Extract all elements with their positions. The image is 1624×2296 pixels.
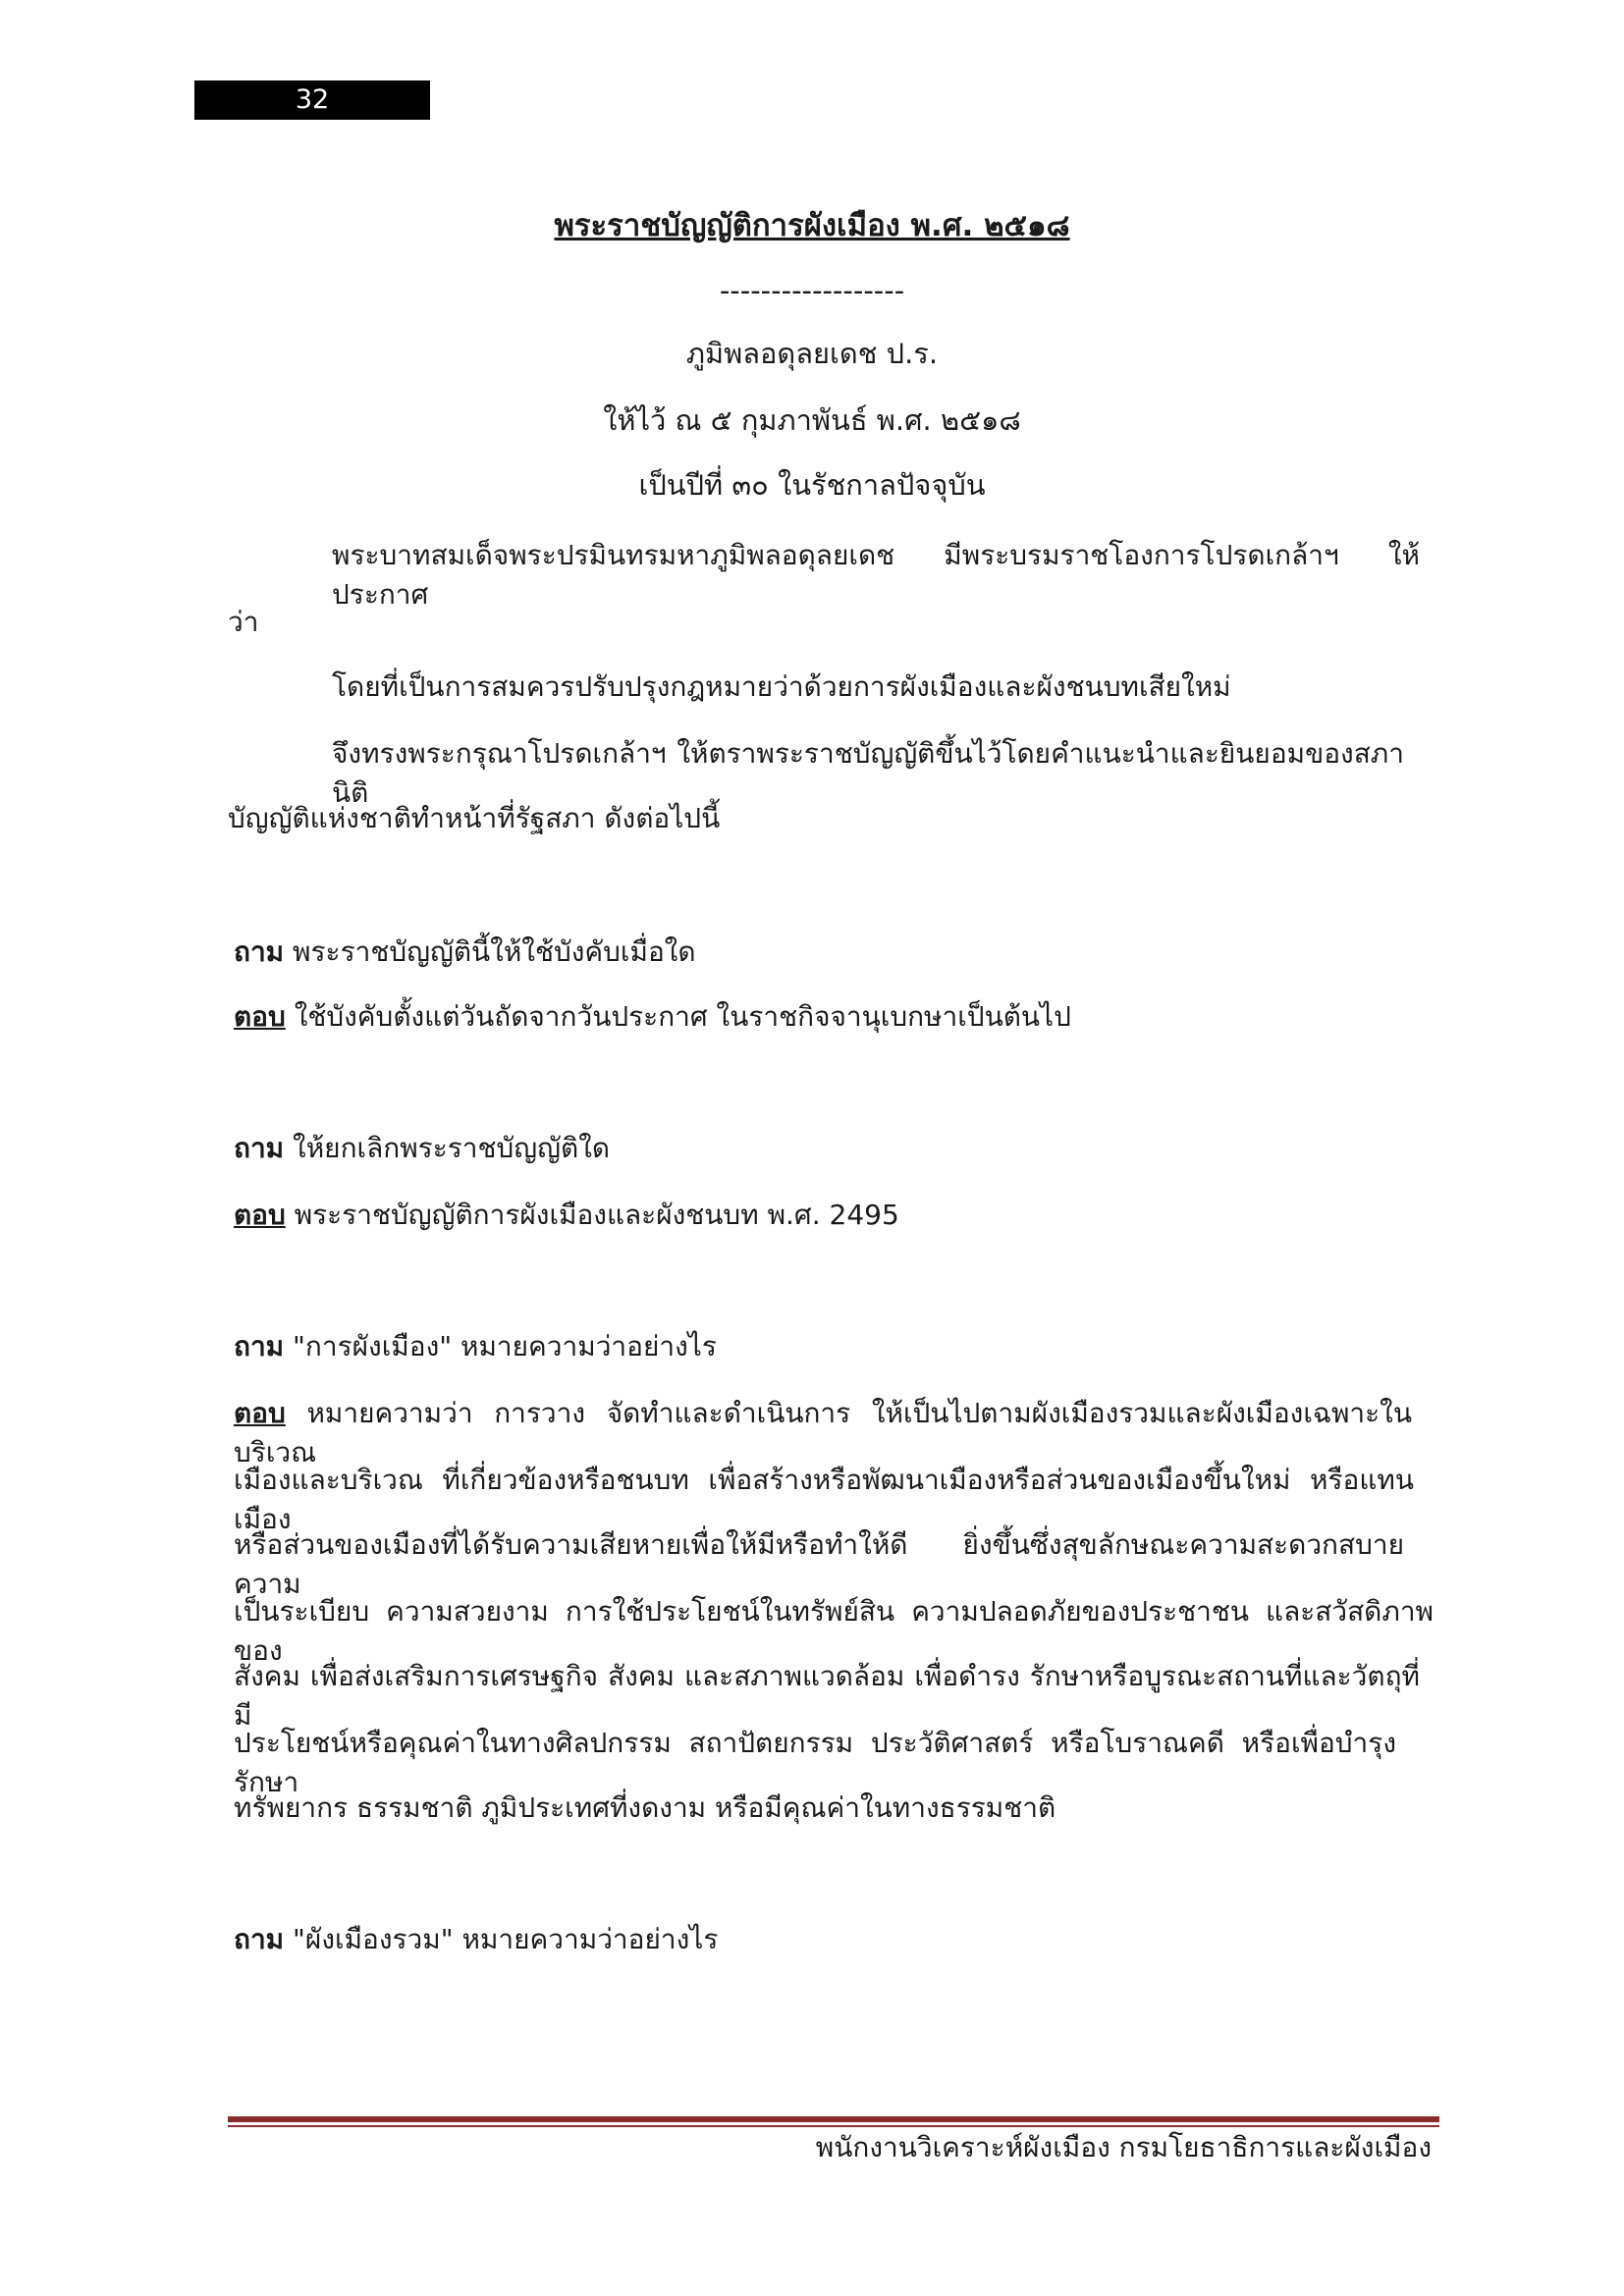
preamble-paragraph: โดยที่เป็นการสมควรปรับปรุงกฎหมายว่าด้วยการผังเมืองและผังชนบทเสียใหม่ <box>332 670 1231 703</box>
answer-text-line: สังคม เพื่อส่งเสริมการเศรษฐกิจ สังคม และสภาพแวดล้อม เพื่อดำรง รักษาหรือบูรณะสถานที่และวัตถุที่มี <box>234 1660 1420 1732</box>
enacting-paragraph-line: บัญญัติแห่งชาติทำหน้าที่รัฐสภา ดังต่อไปนี้ <box>228 802 721 834</box>
answer-text-line: หรือส่วนของเมืองที่ได้รับความเสียหายเพื่อให้มีหรือทำให้ดี ยิ่งขึ้นซึ่งสุขลักษณะความสะดวกสบาย ความ <box>234 1528 1404 1600</box>
answer-text-line: เมืองและบริเวณ ที่เกี่ยวข้องหรือชนบท เพื่อสร้างหรือพัฒนาเมืองหรือส่วนของเมืองขึ้นใหม่ หรือแทนเมือง <box>234 1464 1414 1535</box>
question-label: ถาม <box>234 1923 285 1955</box>
qa-question <box>234 1920 718 1959</box>
question-text: ให้ยกเลิกพระราชบัญญัติใด <box>293 1132 611 1164</box>
answer-text-line: ทรัพยากร ธรรมชาติ ภูมิประเทศที่งดงาม หรือมีคุณค่าในทางธรรมชาติ <box>234 1791 1056 1824</box>
question-text: "ผังเมืองรวม" หมายความว่าอย่างไร <box>293 1923 719 1955</box>
footer-text: พนักงานวิเคราะห์ผังเมือง กรมโยธาธิการและผังเมือง <box>815 2131 1432 2163</box>
answer-text: ใช้บังคับตั้งแต่วันถัดจากวันประกาศ ในราชกิจจานุเบกษาเป็นต้นไป <box>294 1000 1071 1033</box>
footer-rule <box>228 2116 1439 2122</box>
question-text: พระราชบัญญัตินี้ให้ใช้บังคับเมื่อใด <box>293 935 696 968</box>
qa-question <box>234 1327 717 1366</box>
answer-text: พระราชบัญญัติการผังเมืองและผังชนบท พ.ศ. 2495 <box>294 1199 899 1231</box>
royal-signature: ภูมิพลอดุลยเดช ป.ร. <box>685 337 939 370</box>
preamble-paragraph-line: ว่า <box>228 606 259 638</box>
question-text: "การผังเมือง" หมายความว่าอย่างไร <box>293 1330 717 1362</box>
answer-text: หมายความว่า การวาง จัดทำและดำเนินการ ให้เป็นไปตามผังเมืองรวมและผังเมืองเฉพาะในบริเวณ <box>234 1397 1412 1468</box>
reign-year: เป็นปีที่ ๓๐ ในรัชกาลปัจจุบัน <box>638 468 986 502</box>
question-label: ถาม <box>234 1330 285 1362</box>
qa-question <box>234 933 696 972</box>
answer-text-line: ประโยชน์หรือคุณค่าในทางศิลปกรรม สถาปัตยกรรม ประวัติศาสตร์ หรือโบราณคดี หรือเพื่อบำรุงรักษา <box>234 1727 1396 1798</box>
answer-text-line: เป็นระเบียบ ความสวยงาม การใช้ประโยชน์ในทรัพย์สิน ความปลอดภัยของประชาชน และสวัสดิภาพ ของ <box>234 1595 1434 1667</box>
question-label: ถาม <box>234 1132 285 1164</box>
document-title: พระราชบัญญัติการผังเมือง พ.ศ. ๒๕๑๘ <box>554 208 1070 243</box>
answer-label: ตอบ <box>234 1199 286 1231</box>
enacting-paragraph-line: จึงทรงพระกรุณาโปรดเกล้าฯ ให้ตราพระราชบัญญัติขึ้นไว้โดยคำแนะนำและยินยอมของสภานิติ <box>332 737 1404 809</box>
preamble-paragraph-line: พระบาทสมเด็จพระปรมินทรมหาภูมิพลอดุลยเดช มีพระบรมราชโองการโปรดเกล้าฯ ให้ประกาศ <box>332 539 1420 611</box>
qa-answer <box>234 997 1071 1037</box>
answer-label: ตอบ <box>234 1397 286 1429</box>
qa-answer <box>234 1196 899 1235</box>
title-divider: ------------------ <box>719 274 905 307</box>
answer-label: ตอบ <box>234 1000 286 1033</box>
page-number: 32 <box>194 80 430 120</box>
question-label: ถาม <box>234 935 285 968</box>
enactment-date: ให้ไว้ ณ ๕ กุมภาพันธ์ พ.ศ. ๒๕๑๘ <box>603 403 1021 437</box>
qa-question <box>234 1129 610 1168</box>
